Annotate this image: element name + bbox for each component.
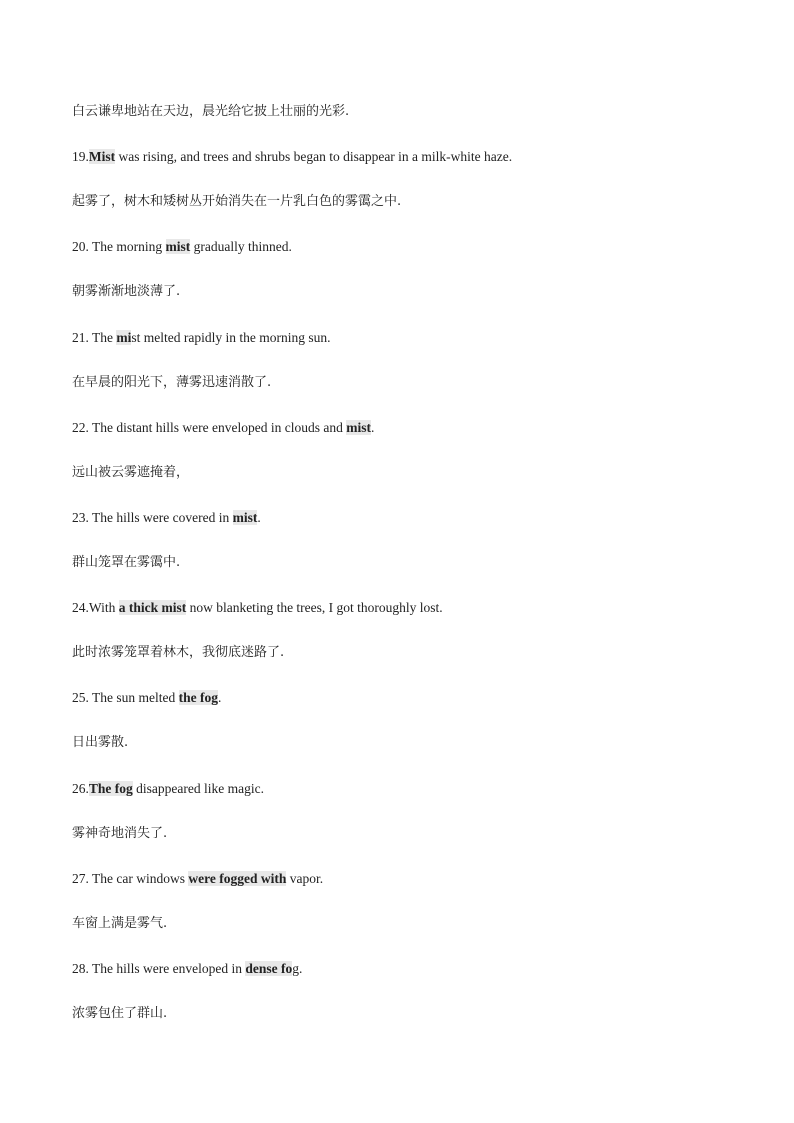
- sentence-text: g.: [292, 960, 303, 976]
- sentence-text: 20. The morning: [72, 239, 166, 255]
- chinese-translation-line: [72, 734, 128, 752]
- chinese-translation-line: [72, 644, 284, 662]
- chinese-translation-line: [72, 193, 401, 211]
- sentence-text: 28. The hills were enveloped in: [72, 960, 246, 976]
- chinese-translation-line: [72, 1005, 167, 1023]
- sentence-text: 朝雾渐渐地淡薄了.: [72, 284, 181, 300]
- highlighted-keyword: Mist: [88, 149, 116, 165]
- sentence-text: 在早晨的阳光下，薄雾迅速消散了.: [72, 374, 272, 390]
- highlighted-keyword: mist: [165, 239, 191, 255]
- highlighted-keyword: mist: [346, 419, 371, 435]
- sentence-text: .: [217, 690, 222, 706]
- sentence-text: disappeared like magic.: [132, 780, 264, 796]
- sentence-text: 远山被云雾遮掩着，: [72, 464, 190, 480]
- english-example-sentence: [72, 689, 221, 707]
- sentence-text: 21. The: [72, 329, 117, 345]
- sentence-text: gradually thinned.: [190, 239, 292, 255]
- english-example-sentence: [72, 780, 264, 798]
- english-example-sentence: [72, 329, 330, 347]
- highlighted-keyword: the fog: [178, 690, 218, 706]
- sentence-text: was rising, and trees and shrubs began to disappear in a milk-white haze.: [115, 149, 513, 165]
- sentence-text: st melted rapidly in the morning sun.: [131, 329, 331, 345]
- english-example-sentence: [72, 238, 292, 256]
- sentence-text: 浓雾包住了群山.: [72, 1006, 168, 1021]
- sentence-text: 白云谦卑地站在天边，晨光给它披上壮丽的光彩.: [72, 104, 350, 119]
- english-example-sentence: [72, 509, 261, 527]
- highlighted-keyword: mi: [116, 329, 132, 345]
- highlighted-keyword: The fog: [88, 780, 133, 796]
- sentence-text: .: [257, 509, 261, 525]
- sentence-text: .: [370, 419, 375, 435]
- sentence-text: 23. The hills were covered in: [72, 509, 233, 525]
- sentence-text: 26.: [72, 780, 89, 796]
- highlighted-keyword: a thick mist: [118, 600, 187, 616]
- sentence-text: 19.: [72, 149, 89, 165]
- highlighted-keyword: mist: [232, 509, 258, 525]
- sentence-text: 22. The distant hills were enveloped in clouds and: [72, 419, 347, 435]
- sentence-text: 车窗上满是雾气.: [72, 915, 168, 931]
- english-example-sentence: [72, 870, 323, 888]
- chinese-translation-line: [72, 464, 189, 482]
- sentence-text: 群山笼罩在雾霭中.: [72, 555, 181, 570]
- chinese-translation-line: [72, 103, 349, 121]
- sentence-text: 27. The car windows: [72, 870, 189, 886]
- sentence-text: 25. The sun melted: [72, 690, 179, 706]
- chinese-translation-line: [72, 825, 167, 843]
- sentence-text: 日出雾散.: [72, 735, 129, 751]
- sentence-text: now blanketing the trees, I got thoroughly lost.: [186, 600, 443, 616]
- highlighted-keyword: dense fo: [245, 960, 293, 976]
- sentence-text: 此时浓雾笼罩着林木，我彻底迷路了.: [72, 645, 285, 661]
- sentence-text: 雾神奇地消失了.: [72, 825, 168, 841]
- chinese-translation-line: [72, 283, 180, 301]
- chinese-translation-line: [72, 554, 180, 572]
- sentence-text: 24.With: [72, 600, 119, 616]
- english-example-sentence: [72, 960, 302, 978]
- sentence-text: vapor.: [286, 870, 324, 886]
- chinese-translation-line: [72, 915, 167, 933]
- english-example-sentence: [72, 419, 374, 437]
- english-example-sentence: [72, 148, 512, 166]
- sentence-text: 起雾了，树木和矮树丛开始消失在一片乳白色的雾霭之中.: [72, 194, 402, 210]
- highlighted-keyword: were fogged with: [188, 870, 287, 886]
- chinese-translation-line: [72, 374, 271, 392]
- english-example-sentence: [72, 599, 443, 617]
